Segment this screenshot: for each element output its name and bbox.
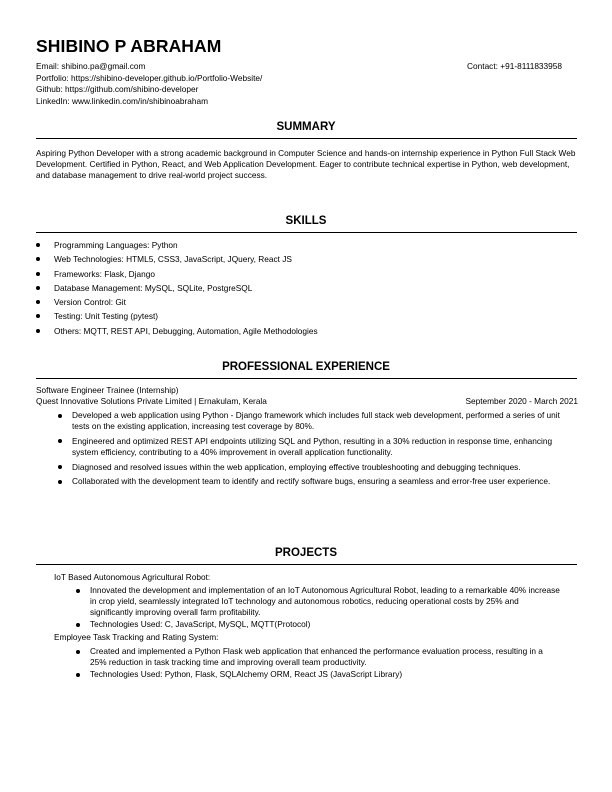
bullet-icon [76,623,80,627]
list-item [36,253,576,267]
project-text: Innovated the development and implementation of an IoT Autonomous Agricultural Robot, leading to a remarkable 40% increase in crop yield, seamlessly integrated IoT technology and autonomous robotics, reducing operational costs by 25% and significantly improving overall farm profitability. [90,585,560,617]
list-item [90,585,560,618]
project-text: Technologies Used: C, JavaScript, MySQL, MQTT(Protocol) [90,619,311,629]
skill-text: Version Control: Git [54,297,126,308]
skill-text: Frameworks: Flask, Django [54,268,155,279]
list-item [72,410,574,433]
bullet-icon [76,589,80,593]
summary-text: Aspiring Python Developer with a strong academic background in Computer Science and hands-on internship experience in Python Full Stack Web Development. Certified in Python, React, and Web Application Development. Eager to contribute technical expertise in Python, web development, and database management to drive real-world project success. [36,148,576,181]
skill-text: Testing: Unit Testing (pytest) [54,311,159,322]
experience-text: Diagnosed and resolved issues within the web application, employing effective troubleshooting and debugging techniques. [72,461,521,472]
bullet-icon [36,257,40,261]
portfolio-link[interactable]: Portfolio: https://shibino-developer.github.io/Portfolio-Website/ [36,72,263,83]
email-text[interactable]: Email: shibino.pa@gmail.com [36,61,146,71]
experience-text: Collaborated with the development team to identify and rectify software bugs, ensuring a seamless and error-free user experience. [72,476,551,487]
list-item [36,325,576,339]
list-item [36,282,576,296]
bullet-icon [36,329,40,333]
bullet-icon [36,300,40,304]
list-item [36,239,576,253]
job-company: Quest Innovative Solutions Private Limited | Ernakulam, Kerala [36,396,267,406]
bullet-icon [76,650,80,654]
experience-heading: PROFESSIONAL EXPERIENCE [222,361,390,373]
bullet-icon [36,286,40,290]
project-title: IoT Based Autonomous Agricultural Robot: [54,572,211,582]
skills-divider [36,232,577,233]
list-item [72,476,574,487]
summary-divider [36,138,577,139]
project-bullets [90,585,560,631]
projects-divider [36,564,577,565]
bullet-icon [36,243,40,247]
bullet-icon [58,465,62,469]
candidate-name: SHIBINO P ABRAHAM [36,36,222,56]
list-item [36,296,576,310]
bullet-icon [36,314,40,318]
project-bullets [90,646,560,681]
skills-heading: SKILLS [285,215,327,227]
skill-text: Others: MQTT, REST API, Debugging, Automation, Agile Methodologies [54,325,318,336]
bullet-icon [58,439,62,443]
job-role: Software Engineer Trainee (Internship) [36,385,179,395]
skill-text: Database Management: MySQL, SQLite, PostgreSQL [54,282,253,293]
bullet-icon [76,673,80,677]
linkedin-link[interactable]: LinkedIn: www.linkedin.com/in/shibinoabraham [36,95,209,106]
experience-text: Engineered and optimized REST API endpoints utilizing SQL and Python, resulting in a 30% reduction in response time, enhancing system efficiency, contributing to a 40% improvement in overall application functionality. [72,435,553,458]
list-item [90,619,560,630]
project-title: Employee Task Tracking and Rating System: [54,632,219,642]
contact-links [36,61,262,107]
skills-list [36,239,576,339]
list-item [72,436,574,459]
bullet-icon [58,414,62,418]
projects-heading: PROJECTS [275,547,337,559]
list-item [90,669,560,680]
experience-bullets [72,410,574,491]
skill-text: Web Technologies: HTML5, CSS3, JavaScript, JQuery, React JS [54,254,292,265]
list-item [72,462,574,473]
job-dates: September 2020 - March 2021 [465,396,578,406]
github-link[interactable]: Github: https://github.com/shibino-developer [36,84,199,95]
list-item [36,268,576,282]
experience-text: Developed a web application using Python - Django framework which includes full stack web development, performed a series of unit tests on the existing application, increasing test coverage by 80%. [72,410,560,432]
summary-heading: SUMMARY [276,121,336,133]
bullet-icon [36,272,40,276]
bullet-icon [58,480,62,484]
project-text: Technologies Used: Python, Flask, SQLAlchemy ORM, React JS (JavaScript Library) [90,669,403,679]
list-item [90,646,560,668]
phone-contact: Contact: +91-8111833958 [467,61,562,71]
skill-text: Programming Languages: Python [54,240,178,250]
experience-divider [36,378,577,379]
project-text: Created and implemented a Python Flask web application that enhanced the performance evaluation process, resulting in a 25% reduction in task tracking time and improving overall team productivity. [90,646,543,667]
list-item [36,310,576,324]
